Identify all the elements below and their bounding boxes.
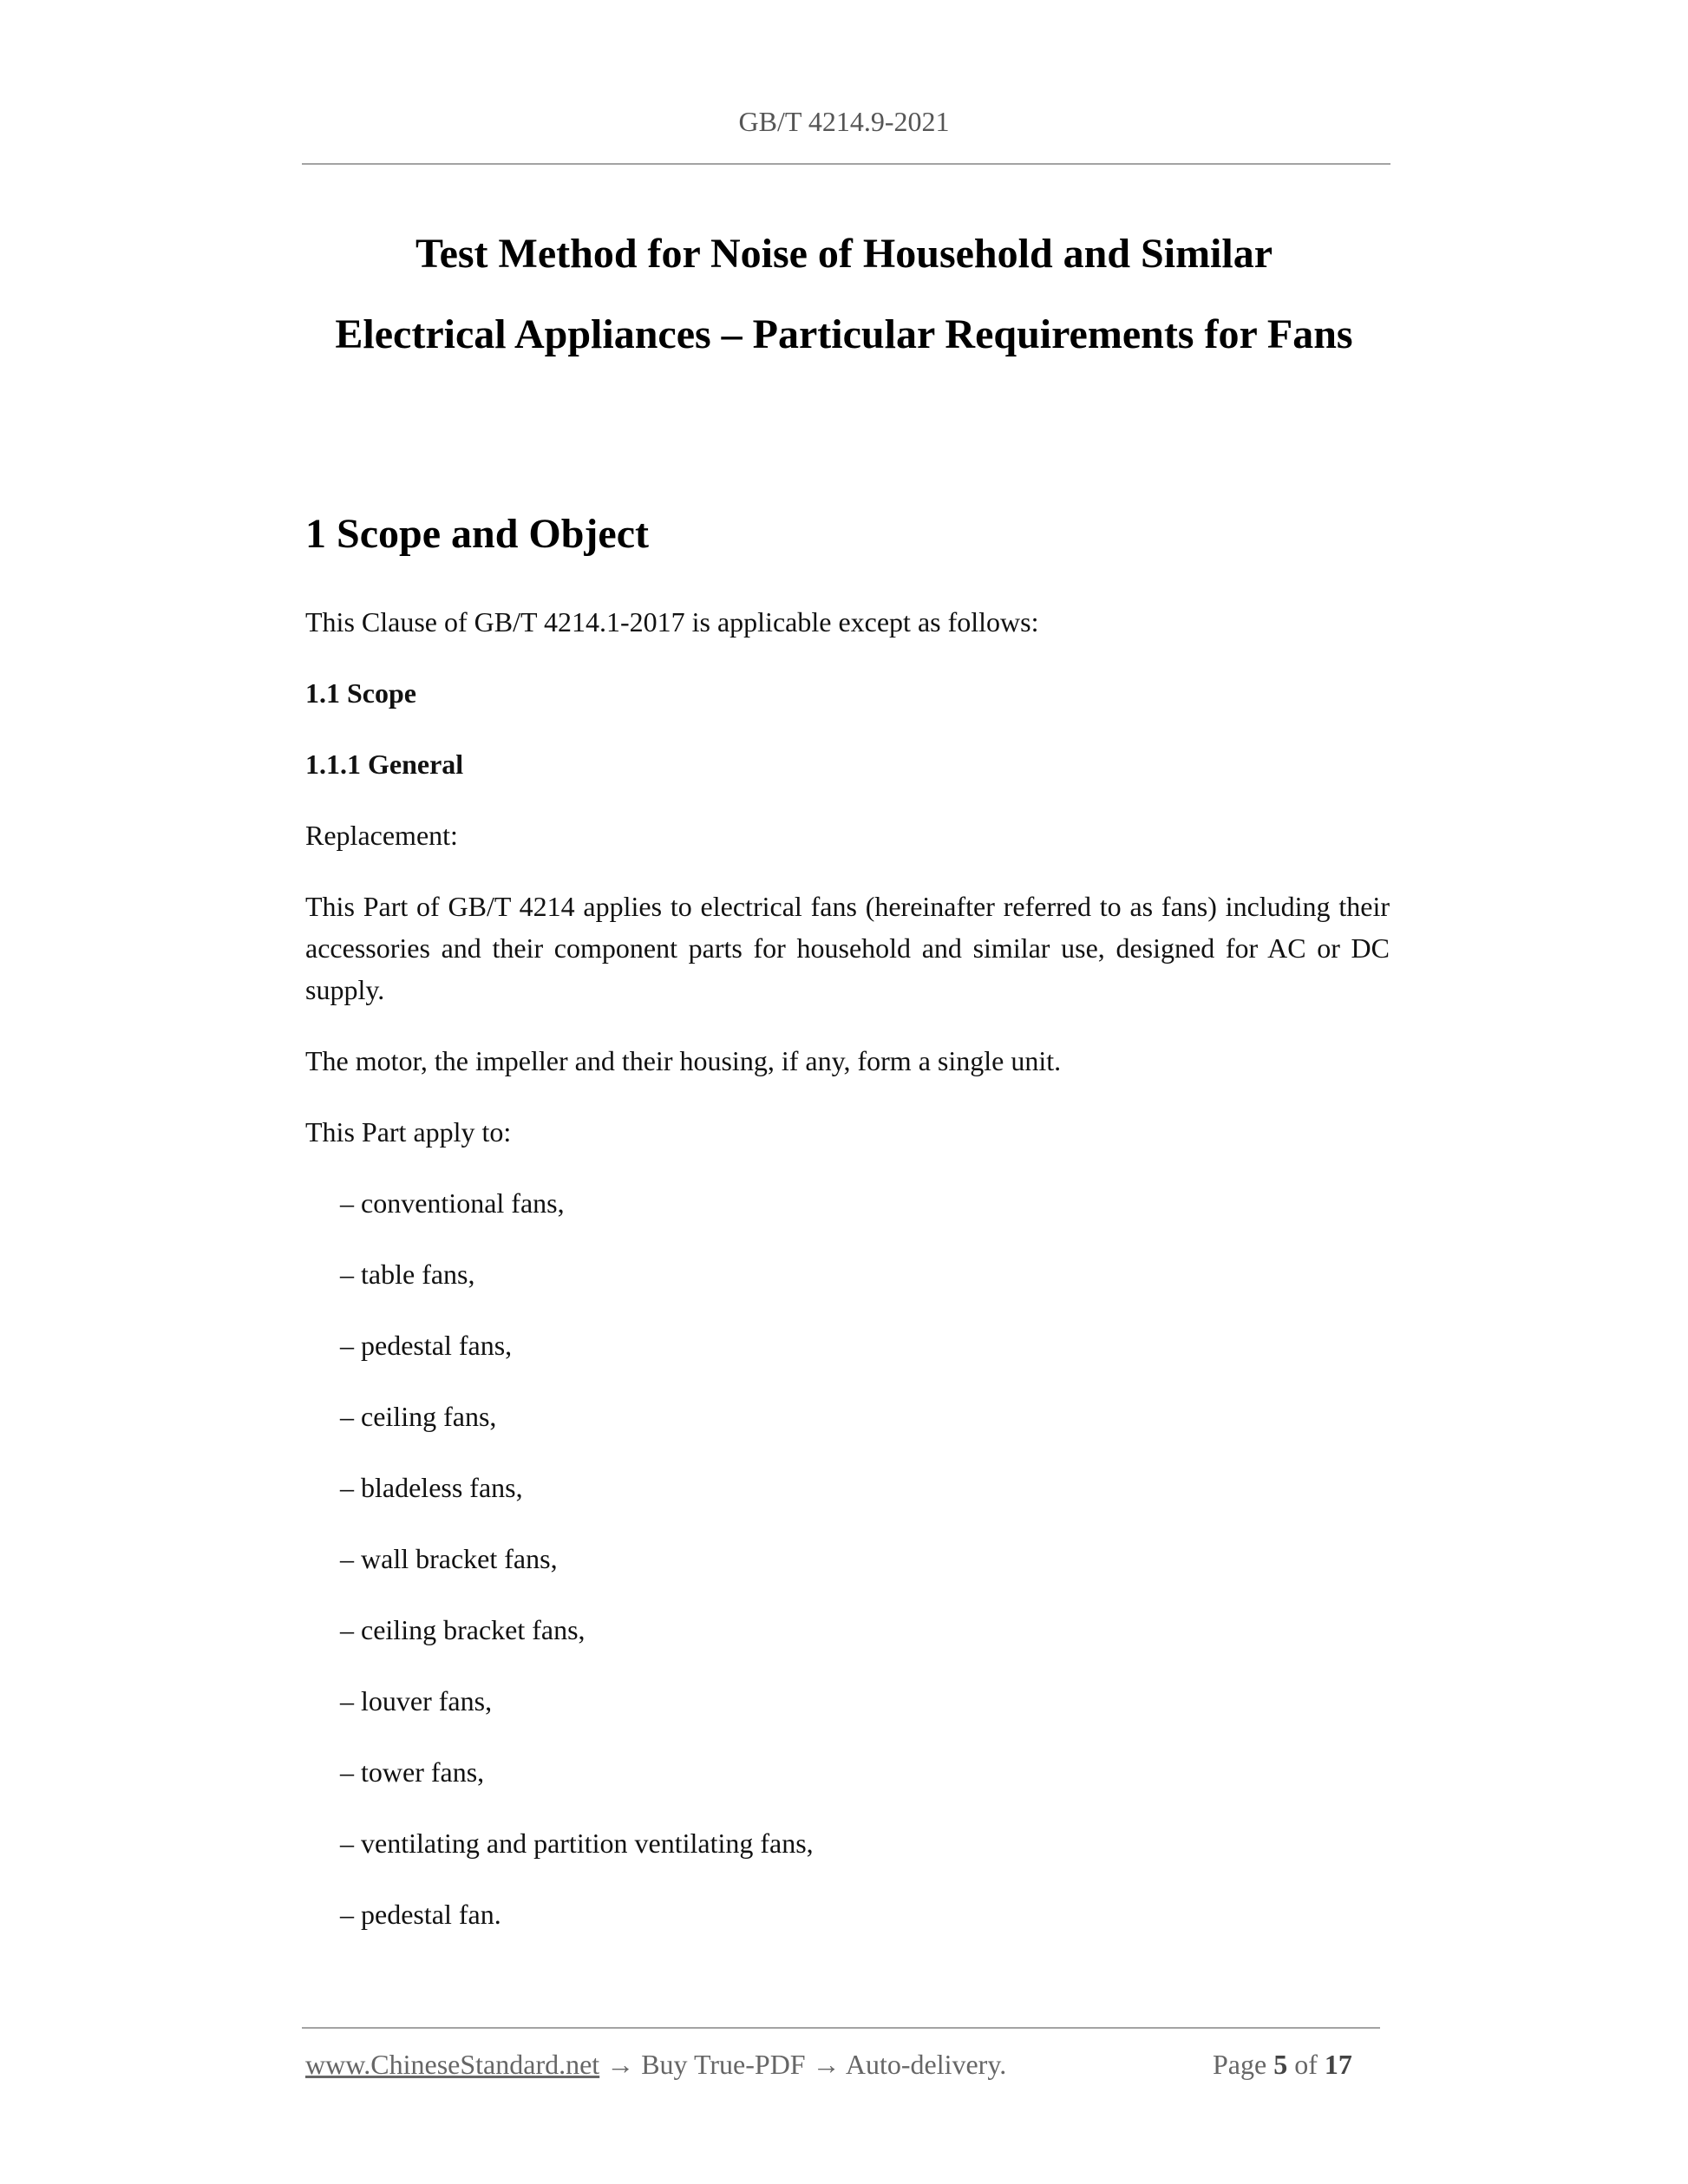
right-arrow-icon: → (812, 2049, 841, 2080)
list-item: – conventional fans, (340, 1187, 565, 1219)
section-intro: This Clause of GB/T 4214.1-2017 is applicable except as follows: (305, 606, 1039, 638)
list-item: – tower fans, (340, 1756, 485, 1788)
delivery-text: Auto-delivery. (845, 2049, 1007, 2080)
page-indicator (1213, 2049, 1352, 2081)
replacement-label: Replacement: (305, 820, 458, 851)
document-title-line-1: Test Method for Noise of Household and Similar (415, 231, 1273, 277)
list-item: – ceiling fans, (340, 1401, 497, 1432)
unit-paragraph: The motor, the impeller and their housing, if any, form a single unit. (305, 1045, 1062, 1076)
list-item: – ventilating and partition ventilating fans, (340, 1828, 814, 1859)
footer-promo (305, 2049, 1006, 2081)
page-label: Page (1213, 2049, 1267, 2080)
list-item: – table fans, (340, 1259, 475, 1290)
applies-to-paragraph: This Part apply to: (305, 1116, 512, 1148)
page-of: of (1294, 2049, 1318, 2080)
right-arrow-icon: → (606, 2049, 635, 2080)
section-heading: 1 Scope and Object (305, 511, 649, 557)
list-item: – pedestal fan. (340, 1899, 501, 1930)
page-current: 5 (1273, 2049, 1288, 2080)
footer-divider (302, 2027, 1380, 2029)
document-title-line-2: Electrical Appliances – Particular Requirements for Fans (335, 311, 1353, 357)
list-item: – pedestal fans, (340, 1330, 513, 1361)
scope-paragraph: This Part of GB/T 4214 applies to electrical fans (hereinafter referred to as fans) including their accessories and their component parts for household and similar use, designed for AC or DC supply. (305, 891, 1390, 1005)
subsection-heading: 1.1 Scope (305, 677, 416, 709)
list-item: – ceiling bracket fans, (340, 1614, 586, 1645)
sub-subsection-heading: 1.1.1 General (305, 749, 464, 780)
list-item: – bladeless fans, (340, 1472, 523, 1503)
running-header: GB/T 4214.9-2021 (738, 106, 950, 137)
header-divider (302, 163, 1390, 165)
site-link[interactable]: www.ChineseStandard.net (305, 2049, 600, 2080)
list-item: – louver fans, (340, 1685, 493, 1716)
list-item: – wall bracket fans, (340, 1543, 558, 1574)
page-total: 17 (1324, 2049, 1352, 2080)
buy-text: Buy True-PDF (641, 2049, 806, 2080)
